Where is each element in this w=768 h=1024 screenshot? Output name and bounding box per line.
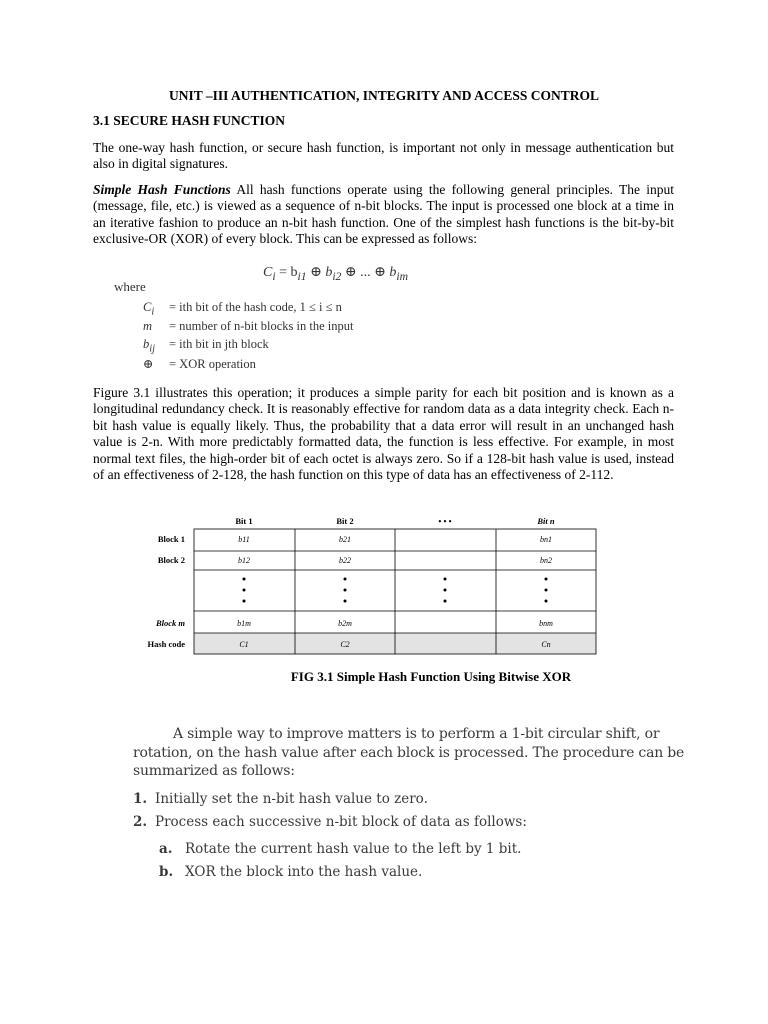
xor-formula: $C_i = b_{i1}$ ⊕ $b_{i2}$ ⊕ ... ⊕ $b_{im}$ [263,265,409,283]
cell: Cn [541,640,551,649]
definition-row: ⊕ = XOR operation [143,356,256,371]
formula-ellipsis: ... [360,265,371,280]
definition-list [143,300,353,374]
row-label-hashcode: Hash code [147,639,185,649]
col-header-bitn: Bit n [537,516,555,526]
step-item: 1. Initially set the n-bit hash value to zero. [133,791,428,807]
scanned-excerpt [133,725,713,880]
cell: bn1 [540,535,552,544]
step-item: 2. Process each successive n-bit block of data as follows: [133,814,527,830]
xor-table-figure [130,510,600,660]
cell: bn2 [540,556,552,565]
figure-description-paragraph: Figure 3.1 illustrates this operation; it produces a simple parity for each bit position and is known as a longitudinal redundancy check. It is reasonably effective for random data as a data integrity check. Each n-bit hash value is equally likely. Thus, the probability that a data error will result in an unchanged hash value is 2-n. With more predictably formatted data, the function is less effective. For example, in most normal text files, the high-order bit of each octet is always zero. So if a 128-bit hash value is used, instead of an effectiveness of 2-128, the hash function on this type of data has an effectiveness of 2-112. [93,385,674,483]
definition-row: $b_{ij}$ = ith bit in jth block [143,337,269,355]
formula-term-3: im [396,269,409,283]
simple-hash-term: Simple Hash Functions [93,182,231,197]
cell: C1 [239,640,249,649]
simple-hash-paragraph [93,182,674,248]
substep-item: b. XOR the block into the hash value. [159,864,423,880]
cell: b11 [238,535,250,544]
cell: C2 [340,640,350,649]
cell: b12 [238,556,250,565]
unit-heading: UNIT –III AUTHENTICATION, INTEGRITY AND ACCESS CONTROL [169,88,599,103]
row-label-blockm: Block m [155,618,185,628]
simple-hash-text: All hash functions operate using the following general principles. The input (message, file, etc.) is viewed as a sequence of n-bit blocks. The input is processed one block at a time in an iterative fashion to produce an n-bit hash function. One of the simplest hash functions is the bit-by-bit exclusive-OR (XOR) of every block. This can be expressed as follows: [93,182,674,247]
substep-item: a. Rotate the current hash value to the left by 1 bit. [159,841,522,857]
formula-lhs: C [263,265,273,280]
col-header-bit1: Bit 1 [235,516,253,526]
intro-paragraph: The one-way hash function, or secure hash function, is important not only in message authentication but also in digital signatures. [93,140,674,172]
row-label-block2: Block 2 [157,555,185,565]
formula-term-2: i2 [332,269,342,283]
cell: bnm [539,619,553,628]
formula-equals-b: = b [279,265,298,280]
definition-row: $C_i$ = ith bit of the hash code, 1 ≤ i ≤ n [143,300,342,318]
section-title: 3.1 SECURE HASH FUNCTION [93,113,286,128]
figure-caption: FIG 3.1 Simple Hash Function Using Bitwise XOR [290,669,572,684]
formula-lhs-sub: i [272,269,276,283]
cell: b21 [339,535,351,544]
scan-lead-paragraph: A simple way to improve matters is to perform a 1-bit circular shift, or rotation, on the hash value after each block is processed. The procedure can be summarized as follows: [133,726,685,779]
col-header-bit2: Bit 2 [336,516,354,526]
cell: b22 [339,556,351,565]
where-label: where [114,279,146,294]
formula-term-1: i1 [297,269,307,283]
row-label-block1: Block 1 [157,534,185,544]
definition-row: m = number of n-bit blocks in the input [143,318,354,333]
col-header-ellipsis: • • • [438,516,452,526]
cell: b1m [237,619,251,628]
cell: b2m [338,619,352,628]
